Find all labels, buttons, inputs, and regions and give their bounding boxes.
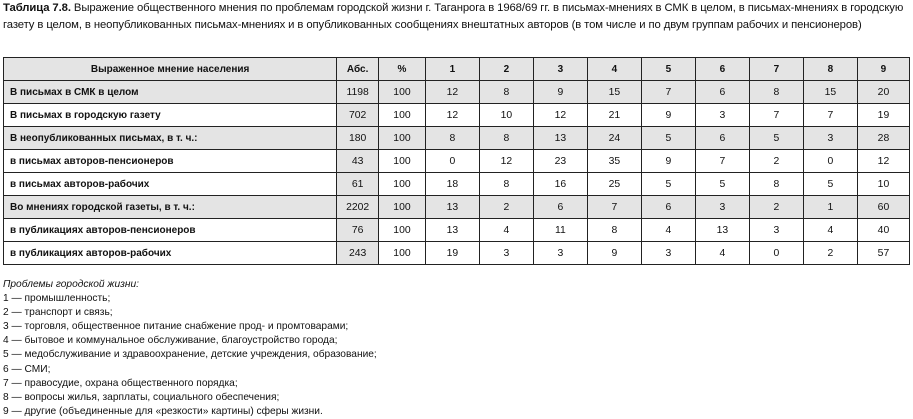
table-cell: 3: [695, 196, 749, 219]
table-caption: [3, 0, 908, 34]
row-label-cell: в письмах авторов-рабочих: [4, 173, 337, 196]
table-cell: 8: [479, 127, 533, 150]
table-cell: 6: [641, 196, 695, 219]
table-cell: 3: [641, 242, 695, 265]
table-cell: 19: [425, 242, 479, 265]
table-cell: 12: [425, 104, 479, 127]
table-cell: 4: [695, 242, 749, 265]
row-label-cell: В письмах в городскую газету: [4, 104, 337, 127]
header-row: [4, 58, 910, 81]
notes-item: 7 — правосудие, охрана общественного порядка;: [3, 377, 238, 389]
table-cell: 28: [857, 127, 909, 150]
table-cell: 8: [749, 173, 803, 196]
header-cell: 9: [857, 58, 909, 81]
table-row: [4, 196, 910, 219]
header-cell: 6: [695, 58, 749, 81]
header-cell: 4: [587, 58, 641, 81]
row-label-cell: Во мнениях городской газеты, в т. ч.:: [4, 196, 337, 219]
table-cell: 2: [803, 242, 857, 265]
table-cell: 4: [641, 219, 695, 242]
table-cell: 5: [695, 173, 749, 196]
table-cell: 100: [379, 219, 426, 242]
row-label-cell: В неопубликованных письмах, в т. ч.:: [4, 127, 337, 150]
table-cell: 15: [587, 81, 641, 104]
table-cell: 60: [857, 196, 909, 219]
table-cell: 18: [425, 173, 479, 196]
table-row: [4, 219, 910, 242]
header-cell: 2: [479, 58, 533, 81]
table-cell: 8: [425, 127, 479, 150]
header-cell: %: [379, 58, 426, 81]
table-cell: 0: [425, 150, 479, 173]
table-cell: 4: [479, 219, 533, 242]
table-cell: 6: [695, 127, 749, 150]
abs-cell: 2202: [337, 196, 379, 219]
notes-item: 1 — промышленность;: [3, 293, 111, 305]
table-cell: 6: [533, 196, 587, 219]
table-cell: 25: [587, 173, 641, 196]
table-cell: 8: [749, 81, 803, 104]
table-cell: 3: [695, 104, 749, 127]
table-cell: 10: [857, 173, 909, 196]
abs-cell: 43: [337, 150, 379, 173]
row-label-cell: в письмах авторов-пенсионеров: [4, 150, 337, 173]
caption-text: Выражение общественного мнения по проблемам городской жизни г. Таганрога в 1968/69 гг. в письмах-мнениях в СМК в целом, в письмах-мнениях в городскую газету в целом, в неопубликованных письмах-мнениях и в опубликованных сообщениях внештатных авторов (в том числе и по двум группам рабочих и пенсионеров): [3, 2, 904, 31]
table-cell: 12: [425, 81, 479, 104]
notes-title: Проблемы городской жизни:: [3, 279, 139, 290]
header-cell: 3: [533, 58, 587, 81]
table-cell: 6: [695, 81, 749, 104]
notes-legend: [3, 278, 903, 419]
notes-item: 4 — бытовое и коммунальное обслуживание, благоустройство города;: [3, 335, 338, 347]
table-cell: 100: [379, 242, 426, 265]
notes-item: 6 — СМИ;: [3, 363, 51, 375]
table-cell: 100: [379, 127, 426, 150]
table-cell: 100: [379, 104, 426, 127]
table-cell: 2: [479, 196, 533, 219]
table-cell: 8: [479, 81, 533, 104]
table-cell: 40: [857, 219, 909, 242]
table-cell: 8: [479, 173, 533, 196]
table-cell: 7: [587, 196, 641, 219]
notes-item: 9 — другие (объединенные для «резкости» картины) сферы жизни.: [3, 405, 323, 417]
table-cell: 5: [641, 127, 695, 150]
table-cell: 0: [749, 242, 803, 265]
table-cell: 35: [587, 150, 641, 173]
table-cell: 3: [533, 242, 587, 265]
table-cell: 7: [803, 104, 857, 127]
table-cell: 15: [803, 81, 857, 104]
table-cell: 10: [479, 104, 533, 127]
table-cell: 1: [803, 196, 857, 219]
abs-cell: 180: [337, 127, 379, 150]
row-label-cell: в публикациях авторов-рабочих: [4, 242, 337, 265]
table-row: [4, 81, 910, 104]
caption-label: Таблица 7.8.: [3, 2, 71, 14]
abs-cell: 61: [337, 173, 379, 196]
row-label-cell: В письмах в СМК в целом: [4, 81, 337, 104]
table-cell: 9: [533, 81, 587, 104]
table-cell: 9: [587, 242, 641, 265]
table-cell: 13: [425, 196, 479, 219]
abs-cell: 243: [337, 242, 379, 265]
header-cell: 7: [749, 58, 803, 81]
header-cell: Выраженное мнение населения: [4, 58, 337, 81]
table-row: [4, 127, 910, 150]
table-cell: 57: [857, 242, 909, 265]
table-cell: 4: [803, 219, 857, 242]
table-cell: 2: [749, 196, 803, 219]
table-cell: 100: [379, 150, 426, 173]
table-cell: 13: [695, 219, 749, 242]
abs-cell: 76: [337, 219, 379, 242]
table-cell: 12: [479, 150, 533, 173]
table-cell: 8: [587, 219, 641, 242]
table-cell: 9: [641, 104, 695, 127]
header-cell: 5: [641, 58, 695, 81]
table-cell: 5: [749, 127, 803, 150]
table-cell: 3: [479, 242, 533, 265]
table-cell: 2: [749, 150, 803, 173]
table-cell: 5: [803, 173, 857, 196]
table-cell: 7: [641, 81, 695, 104]
table-cell: 5: [641, 173, 695, 196]
abs-cell: 1198: [337, 81, 379, 104]
header-cell: 8: [803, 58, 857, 81]
table-cell: 11: [533, 219, 587, 242]
table-row: [4, 242, 910, 265]
table-cell: 21: [587, 104, 641, 127]
table-cell: 12: [857, 150, 909, 173]
opinion-table: [3, 57, 910, 265]
table-cell: 16: [533, 173, 587, 196]
table-cell: 100: [379, 81, 426, 104]
notes-item: 2 — транспорт и связь;: [3, 307, 113, 319]
table-cell: 3: [749, 219, 803, 242]
table-cell: 13: [425, 219, 479, 242]
table-cell: 3: [803, 127, 857, 150]
table-row: [4, 173, 910, 196]
table-cell: 13: [533, 127, 587, 150]
table-cell: 24: [587, 127, 641, 150]
table-cell: 19: [857, 104, 909, 127]
table-cell: 100: [379, 196, 426, 219]
table-row: [4, 150, 910, 173]
row-label-cell: в публикациях авторов-пенсионеров: [4, 219, 337, 242]
notes-item: 8 — вопросы жилья, зарплаты, социального обеспечения;: [3, 391, 280, 403]
table-cell: 23: [533, 150, 587, 173]
table-row: [4, 104, 910, 127]
table-cell: 100: [379, 173, 426, 196]
notes-item: 3 — торговля, общественное питание снабжение прод- и промтоварами;: [3, 321, 349, 333]
abs-cell: 702: [337, 104, 379, 127]
header-cell: Абс.: [337, 58, 379, 81]
table-cell: 20: [857, 81, 909, 104]
table-cell: 7: [749, 104, 803, 127]
table-cell: 9: [641, 150, 695, 173]
table-cell: 0: [803, 150, 857, 173]
table-cell: 12: [533, 104, 587, 127]
header-cell: 1: [425, 58, 479, 81]
table-cell: 7: [695, 150, 749, 173]
notes-item: 5 — медобслуживание и здравоохранение, детские учреждения, образование;: [3, 349, 377, 361]
